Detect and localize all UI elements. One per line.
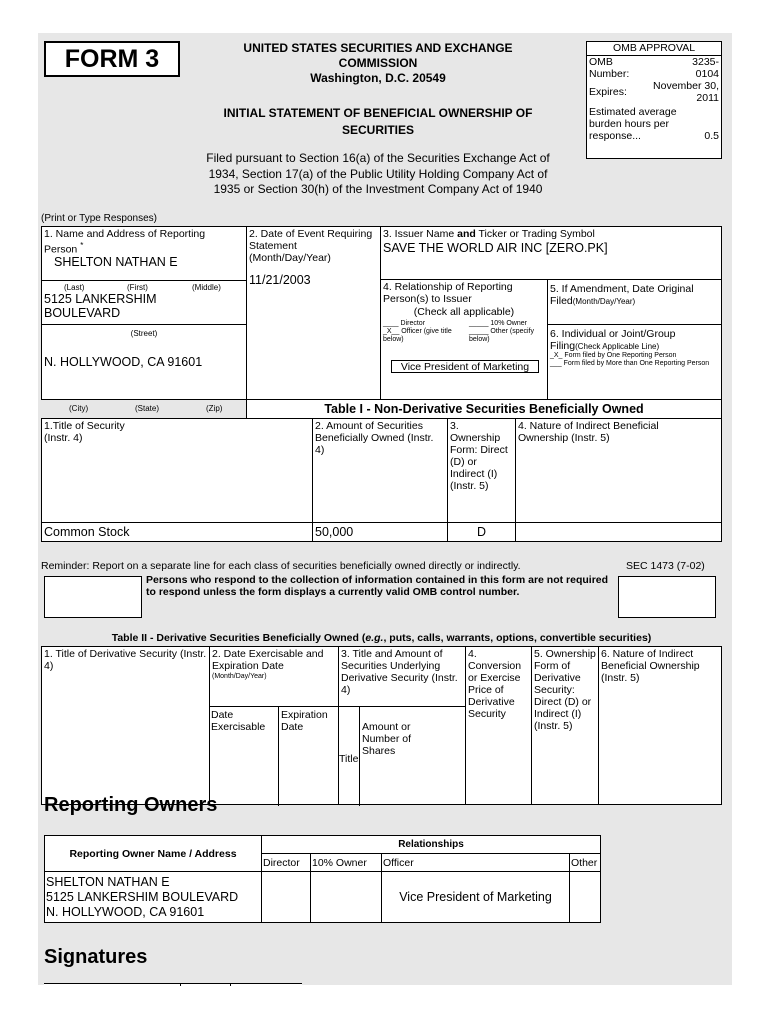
box3-label-and: and	[457, 228, 476, 240]
print-type-note: (Print or Type Responses)	[41, 213, 157, 224]
table1-col2-label: 2. Amount of Securities Beneficially Owned (Instr. 4)	[315, 420, 434, 456]
box3-label-wrap	[381, 227, 721, 241]
box-filing-type	[547, 324, 722, 400]
box-city	[41, 324, 247, 400]
date-exercisable-cell	[209, 706, 279, 806]
filed-line-2: 1934, Section 17(a) of the Public Utility Holding Company Act of	[208, 166, 548, 181]
date-of-event-value[interactable]: 11/21/2003	[249, 273, 311, 287]
owners-relationships-label: Relationships	[398, 839, 464, 850]
signature-divider-2	[230, 983, 231, 986]
check-officer[interactable]: _X__ Officer (give title below)	[383, 328, 452, 343]
owners-col-relationships	[262, 836, 601, 854]
label-street: (Street)	[130, 329, 158, 338]
owner-officer-cell[interactable]: Vice President of Marketing	[382, 872, 570, 923]
owners-col-director: Director	[262, 854, 311, 872]
box5-label-wrap	[548, 280, 721, 310]
filing-one-person[interactable]: _X_ Form filed by One Reporting Person	[550, 352, 677, 359]
table2-col-ownership	[531, 646, 599, 805]
owners-col-name	[45, 836, 262, 872]
table1-row-nature	[515, 522, 722, 542]
date-exercisable-label: Date Exercisable	[211, 709, 266, 733]
ownership-form-cell[interactable]: D	[476, 525, 487, 539]
form-title: FORM 3	[64, 45, 160, 73]
omb-burden-value: 0.5	[704, 130, 719, 142]
label-state: (State)	[135, 404, 160, 413]
owner-other-cell	[570, 872, 601, 923]
underlying-amount-cell	[359, 706, 466, 806]
box6-sub: (Check Applicable Line)	[575, 342, 660, 351]
filed-pursuant	[168, 151, 588, 198]
omb-burden-row	[587, 106, 721, 142]
filed-line-3: 1935 or Section 30(h) of the Investment Company Act of 1940	[213, 182, 543, 196]
table2-col3-label: 3. Title and Amount of Securities Underlying Derivative Security (Instr. 4)	[341, 648, 458, 696]
owner-ten-percent-cell	[311, 872, 382, 923]
owner-city: N. HOLLYWOOD, CA 91601	[46, 904, 205, 919]
box-street	[41, 280, 247, 325]
table1-title	[246, 399, 722, 419]
reporting-street[interactable]: 5125 LANKERSHIM BOULEVARD	[44, 292, 157, 320]
table2-title	[41, 632, 722, 644]
table2-title-a: Table II - Derivative Securities Beneficially Owned (	[111, 632, 366, 644]
reporting-city[interactable]: N. HOLLYWOOD, CA 91601	[44, 355, 203, 369]
label-last: (Last)	[64, 283, 85, 292]
omb-expires-row	[587, 80, 721, 106]
officer-title-value[interactable]: Vice President of Marketing	[400, 361, 530, 373]
table1-col-amount	[312, 418, 448, 523]
box2-label: 2. Date of Event Requiring Statement (Month/Day/Year)	[249, 228, 373, 264]
table1-col3-label: 3. Ownership Form: Direct (D) or Indirect (I) (Instr. 5)	[450, 420, 508, 492]
table2-col-conversion	[465, 646, 532, 805]
signature-table-top	[44, 983, 302, 986]
box6-label-wrap	[548, 325, 721, 352]
omb-number-value: 3235-0104	[692, 56, 719, 80]
box-date-of-event	[246, 226, 381, 400]
omb-title: OMB APPROVAL	[587, 42, 721, 56]
table2-col2-label: 2. Date Exercisable and Expiration Date	[212, 648, 324, 672]
table1-row-form	[447, 522, 516, 542]
box5-label: 5. If Amendment, Date Original Filed	[550, 283, 694, 307]
table1-row-amount	[312, 522, 448, 542]
signatures-heading: Signatures	[44, 946, 148, 968]
check-ten-percent-owner[interactable]: _____ 10% Owner	[469, 320, 527, 327]
relationship-checks	[381, 318, 547, 344]
table1-col-title	[41, 418, 313, 523]
underlying-amount-label: Amount or Number of Shares	[362, 721, 412, 757]
omb-expires-label: Expires:	[589, 86, 627, 98]
owner-street: 5125 LANKERSHIM BOULEVARD	[46, 889, 239, 904]
label-first: (First)	[127, 283, 148, 292]
table2-col5-label: 5. Ownership Form of Derivative Security: Direct (D) or Indirect (I) (Instr. 5)	[534, 648, 596, 732]
table2-col1-label: 1. Title of Derivative Security (Instr. 4)	[44, 648, 207, 672]
box3-label-a: 3. Issuer Name	[383, 228, 458, 240]
table1-col4-label: 4. Nature of Indirect Beneficial Ownership (Instr. 5)	[518, 420, 659, 444]
owners-data-row	[45, 872, 601, 923]
check-director[interactable]: ____ Director	[383, 320, 426, 327]
expiration-date-cell	[278, 706, 339, 806]
agency-line-3: Washington, D.C. 20549	[310, 71, 446, 85]
box4-label: 4. Relationship of Reporting Person(s) to Issuer	[383, 281, 513, 305]
reminder-text: Reminder: Report on a separate line for each class of securities beneficially owned directly or indirectly.	[41, 560, 521, 572]
box-amendment	[547, 279, 722, 325]
omb-expires-value: November 30, 2011	[653, 80, 719, 104]
form-page	[38, 33, 732, 985]
box4-sub: (Check all applicable)	[413, 306, 515, 318]
table2-col-dates	[209, 646, 339, 805]
statement-title	[178, 105, 578, 139]
omb-burden-label: Estimated average burden hours per response...	[589, 106, 677, 142]
table2-col6-label: 6. Nature of Indirect Beneficial Ownership (Instr. 5)	[601, 648, 700, 684]
owners-col-officer: Officer	[382, 854, 570, 872]
owners-col-other: Other	[570, 854, 601, 872]
box1-label-wrap	[42, 227, 236, 257]
check-other[interactable]: _____ Other (specify below)	[469, 328, 534, 343]
filing-more-persons[interactable]: ___ Form filed by More than One Reporting Person	[550, 360, 710, 367]
box-reporting-person	[41, 226, 247, 281]
table2-col-title	[41, 646, 210, 805]
box3-label-b: Ticker or Trading Symbol	[475, 228, 595, 240]
statement-title-line-2: SECURITIES	[341, 123, 414, 137]
omb-number-label: OMB Number:	[589, 56, 630, 80]
table1-col-nature	[515, 418, 722, 523]
reporting-owners-table	[44, 835, 601, 923]
owners-col-name-label: Reporting Owner Name / Address	[69, 847, 237, 860]
officer-title-box	[391, 360, 539, 373]
table2-title-b: , puts, calls, warrants, options, convertible securities)	[383, 632, 652, 644]
label-zip: (Zip)	[206, 404, 223, 413]
issuer-value[interactable]: SAVE THE WORLD AIR INC [ZERO.PK]	[383, 241, 608, 255]
box6-label: 6. Individual or Joint/Group Filing	[550, 328, 676, 352]
filed-line-1: Filed pursuant to Section 16(a) of the Securities Exchange Act of	[206, 151, 550, 165]
table1-title-text: Table I - Non-Derivative Securities Beneficially Owned	[324, 402, 644, 416]
owners-header-row-1	[45, 836, 601, 854]
statement-title-line-1: INITIAL STATEMENT OF BENEFICIAL OWNERSHIP OF	[223, 106, 533, 120]
label-middle: (Middle)	[192, 283, 221, 292]
form-title-box	[44, 41, 180, 77]
table1-row	[41, 522, 313, 542]
underlying-title-cell	[338, 706, 360, 806]
box-relationship	[380, 279, 548, 400]
omb-number-row	[587, 56, 721, 80]
box1-label: 1. Name and Address of Reporting Person	[44, 228, 206, 256]
reminder-box-left	[44, 576, 142, 618]
box-issuer	[380, 226, 722, 280]
table1-col1-label: 1.Title of Security (Instr. 4)	[44, 420, 125, 444]
owners-col-ten-percent: 10% Owner	[311, 854, 382, 872]
label-city: (City)	[69, 404, 89, 413]
agency-line-2: COMMISSION	[338, 56, 418, 70]
table2-title-eg: e.g.	[365, 632, 384, 644]
table2-col-nature	[598, 646, 722, 805]
table1-col-form	[447, 418, 516, 523]
reminder-box-right	[618, 576, 716, 618]
underlying-title-label: Title	[339, 753, 359, 765]
owner-name-address[interactable]	[45, 872, 262, 923]
table2-col2-sub: (Month/Day/Year)	[212, 673, 267, 680]
owner-director-cell	[262, 872, 311, 923]
agency-heading	[208, 41, 548, 86]
box1-mark: *	[80, 241, 84, 250]
omb-approval-box	[586, 41, 722, 159]
box5-sub: (Month/Day/Year)	[572, 297, 636, 306]
nature-cell[interactable]	[516, 523, 721, 527]
security-title-cell[interactable]: Common Stock	[44, 525, 130, 539]
sec-number: SEC 1473 (7-02)	[626, 560, 705, 572]
expiration-date-label: Expiration Date	[281, 709, 328, 733]
owner-name: SHELTON NATHAN E	[46, 874, 170, 889]
reporting-person-name[interactable]: SHELTON NATHAN E	[54, 255, 178, 269]
table2-col4-label: 4. Conversion or Exercise Price of Derivative Security	[468, 648, 522, 720]
table2-col-underlying	[338, 646, 466, 805]
persons-notice: Persons who respond to the collection of information contained in this form are not required to respond unless the form displays a currently valid OMB control number.	[146, 574, 609, 598]
amount-cell[interactable]: 50,000	[315, 525, 354, 539]
agency-line-1: UNITED STATES SECURITIES AND EXCHANGE	[243, 41, 513, 55]
signature-divider-1	[180, 983, 181, 986]
reporting-owners-heading: Reporting Owners	[44, 794, 218, 816]
